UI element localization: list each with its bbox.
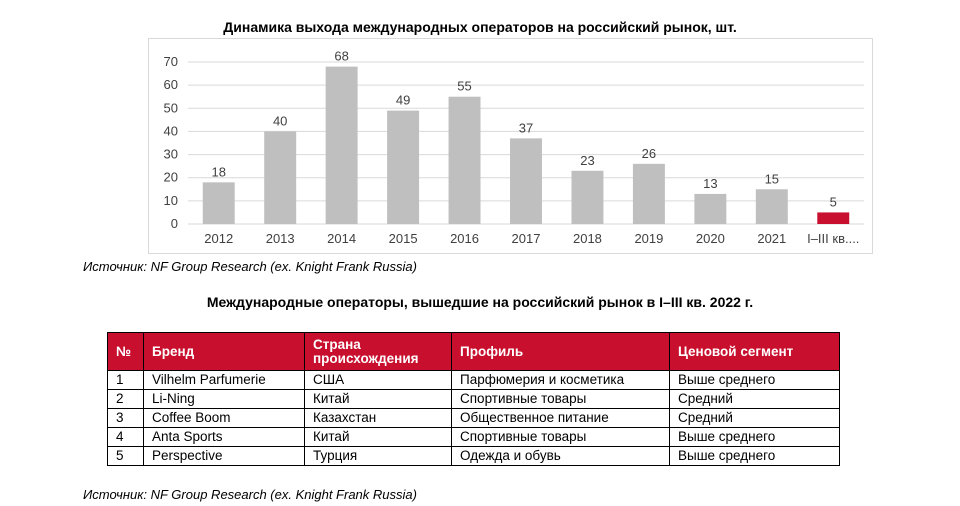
bar [387,111,419,224]
bar-value-label: 13 [703,175,718,191]
cell-price-segment: Выше среднего [670,447,840,466]
header-profile: Профиль [452,333,670,371]
y-tick-label: 10 [163,192,178,208]
cell-country: Казахстан [305,409,452,428]
operators-table [107,332,840,466]
table-row [108,428,840,447]
chart-source-note: Источник: NF Group Research (ex. Knight Frank Russia) [83,259,417,274]
bar [571,171,603,224]
cell-profile: Спортивные товары [452,390,670,409]
y-tick-label: 40 [163,123,178,139]
cell-number: 5 [108,447,144,466]
cell-profile: Одежда и обувь [452,447,670,466]
y-tick-label: 50 [163,100,178,116]
table-source-note: Источник: NF Group Research (ex. Knight Frank Russia) [83,487,417,502]
table-row [108,447,840,466]
y-tick-label: 70 [163,54,178,69]
cell-brand: Perspective [144,447,305,466]
x-tick-label: 2015 [388,231,418,246]
cell-price-segment: Выше среднего [670,371,840,390]
bar-value-label: 40 [272,113,288,129]
bar-value-label: 18 [211,164,226,180]
y-tick-label: 20 [163,169,178,185]
bar-value-label: 49 [395,92,411,108]
bar [694,194,726,224]
bar-value-label: 23 [580,152,595,168]
cell-brand: Li-Ning [144,390,305,409]
bar [326,67,358,224]
cell-profile: Парфюмерия и косметика [452,371,670,390]
table-title: Международные операторы, вышедшие на российский рынок в I–III кв. 2022 г. [206,294,754,310]
cell-brand: Vilhelm Parfumerie [144,371,305,390]
x-tick-label: 2017 [511,231,541,246]
table-row [108,371,840,390]
x-tick-label: 2021 [757,231,787,246]
cell-profile: Спортивные товары [452,428,670,447]
cell-brand: Coffee Boom [144,409,305,428]
bar-value-label: 68 [334,48,349,64]
cell-price-segment: Выше среднего [670,428,840,447]
bar-value-label: 37 [518,120,534,136]
cell-number: 4 [108,428,144,447]
cell-profile: Общественное питание [452,409,670,428]
bar-value-label: 55 [457,78,472,94]
x-tick-label: I–III кв.... [807,231,860,246]
cell-number: 1 [108,371,144,390]
x-tick-label: 2020 [695,231,725,246]
header-price-segment: Ценовой сегмент [670,333,840,371]
bar [449,97,481,224]
bar [756,189,788,224]
bar [817,212,849,224]
header-number: № [108,333,144,371]
bar-value-label: 5 [829,194,837,210]
x-tick-label: 2018 [572,231,602,246]
x-tick-label: 2019 [634,231,664,246]
cell-country: Китай [305,428,452,447]
cell-brand: Anta Sports [144,428,305,447]
header-country: Страна происхождения [305,333,452,371]
y-tick-label: 0 [170,216,178,231]
table-row [108,409,840,428]
cell-price-segment: Средний [670,390,840,409]
bar [203,182,235,224]
cell-country: США [305,371,452,390]
cell-number: 3 [108,409,144,428]
y-tick-label: 30 [163,146,178,162]
bar-chart [148,38,873,254]
bar [633,164,665,224]
x-tick-label: 2014 [327,231,357,246]
bar [264,131,296,224]
cell-price-segment: Средний [670,409,840,428]
cell-number: 2 [108,390,144,409]
x-tick-label: 2012 [204,231,234,246]
bar-value-label: 15 [764,171,780,187]
header-brand: Бренд [144,333,305,371]
cell-country: Китай [305,390,452,409]
bar-value-label: 26 [641,145,657,161]
x-tick-label: 2013 [265,231,295,246]
x-tick-label: 2016 [450,231,480,246]
chart-title: Динамика выхода международных операторов на российский рынок, шт. [223,19,737,35]
y-tick-label: 60 [163,77,178,93]
bar [510,138,542,224]
cell-country: Турция [305,447,452,466]
table-header-row [108,333,840,371]
table-row [108,390,840,409]
